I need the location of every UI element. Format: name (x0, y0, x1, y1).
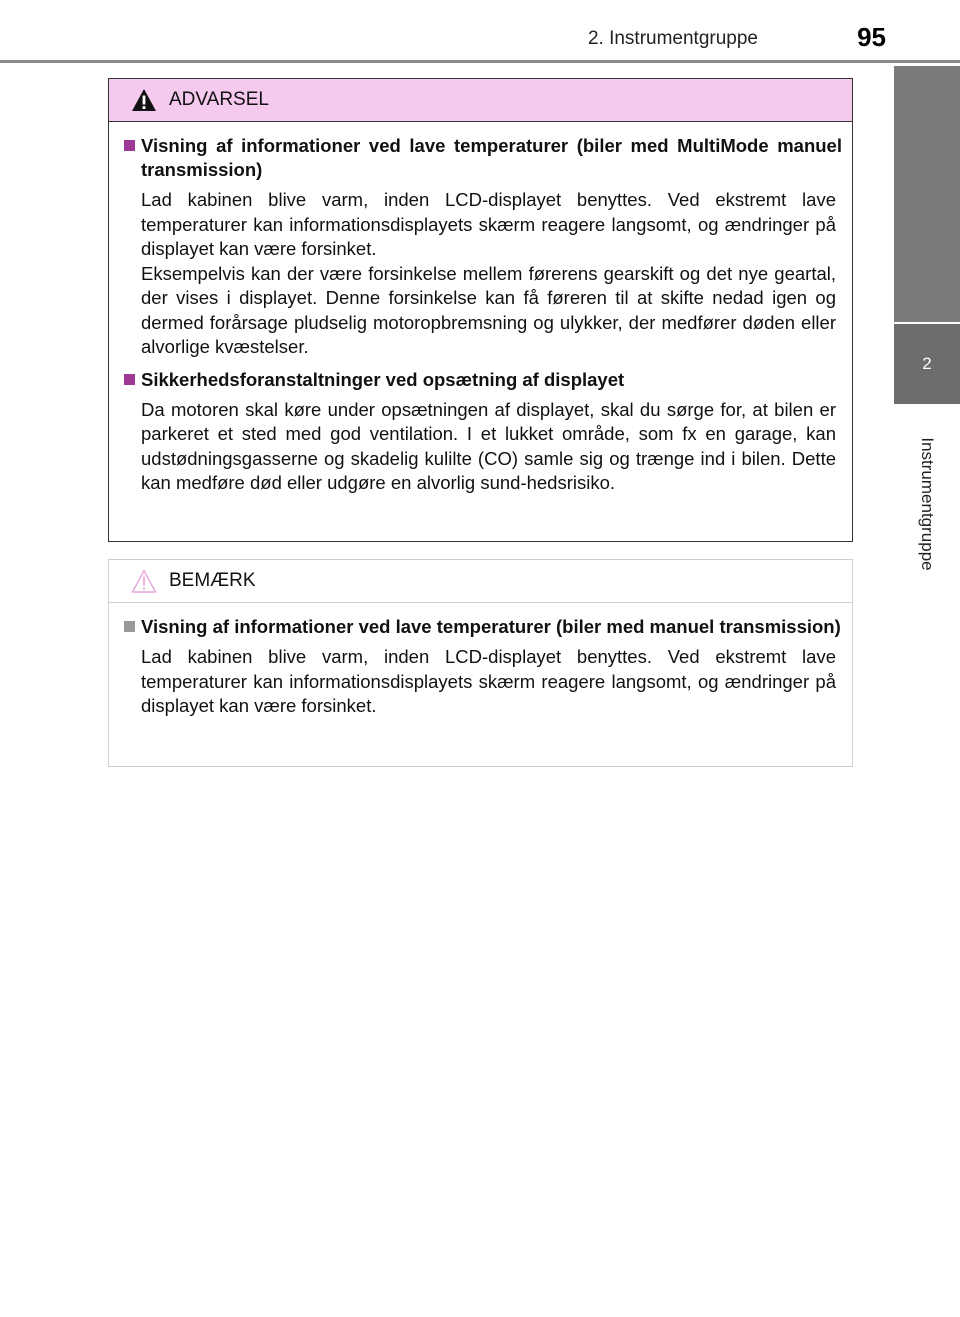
running-header-chapter: 2. Instrumentgruppe (587, 28, 758, 49)
note-item-title: Visning af informationer ved lave temperaturer (biler med manuel transmission) (124, 615, 842, 639)
square-bullet-icon (124, 140, 135, 151)
side-tab-chapter (894, 324, 960, 404)
side-tab-label-area (894, 406, 960, 606)
note-box-header (109, 560, 852, 603)
warning-label: ADVARSEL (169, 89, 269, 110)
note-item (124, 615, 842, 719)
note-box (108, 559, 853, 767)
side-tab-chapter-number: 2 (922, 354, 932, 373)
note-box-body (109, 603, 852, 719)
warning-box-body (109, 122, 852, 496)
warning-box (108, 78, 853, 542)
warning-item (124, 368, 842, 496)
warning-triangle-icon (131, 88, 157, 112)
warning-item-paragraph: Da motoren skal køre under opsætningen af displayet, skal du sørge for, at bilen er parkeret et sted med god ventilation. I et lukket område, som fx en garage, kan udstødningsgasserne og skadelig kulilte (CO) samle sig og trænge ind i bilen. Dette kan medføre død eller udgøre en alvorlig sund-hedsrisiko. (141, 398, 836, 493)
header-rule (0, 60, 960, 63)
warning-item-title: Visning af informationer ved lave temperaturer (biler med MultiMode manuel transmission) (124, 134, 842, 182)
page-number: 95 (857, 22, 886, 52)
warning-item (124, 134, 842, 360)
note-item-paragraph: Lad kabinen blive varm, inden LCD-displayet benyttes. Ved ekstremt lave temperaturer kan informationsdisplayets skærm reagere langsomt, og ændringer på displayet kan være forsinket. (141, 646, 836, 716)
side-tab-label: Instrumentgruppe (918, 437, 937, 571)
side-tab-upper (894, 66, 960, 322)
warning-item-paragraph: Eksempelvis kan der være forsinkelse mellem førerens gearskift og det nye geartal, der vises i displayet. Denne forsinkelse kan få føreren til at skifte nedad igen og dermed forårsage pludselig motoropbremsning og ulykker, der medfører døden eller alvorlige kvæstelser. (141, 262, 836, 357)
square-bullet-icon (124, 621, 135, 632)
note-label: BEMÆRK (169, 570, 256, 591)
warning-box-header (109, 79, 852, 122)
warning-item-title: Sikkerhedsforanstaltninger ved opsætning af displayet (124, 368, 842, 392)
warning-item-paragraph: Lad kabinen blive varm, inden LCD-displayet benyttes. Ved ekstremt lave temperaturer kan informationsdisplayets skærm reagere langsomt, og ændringer på displayet kan være forsinket. (141, 189, 836, 259)
caution-triangle-outline-icon (131, 569, 157, 593)
square-bullet-icon (124, 374, 135, 385)
